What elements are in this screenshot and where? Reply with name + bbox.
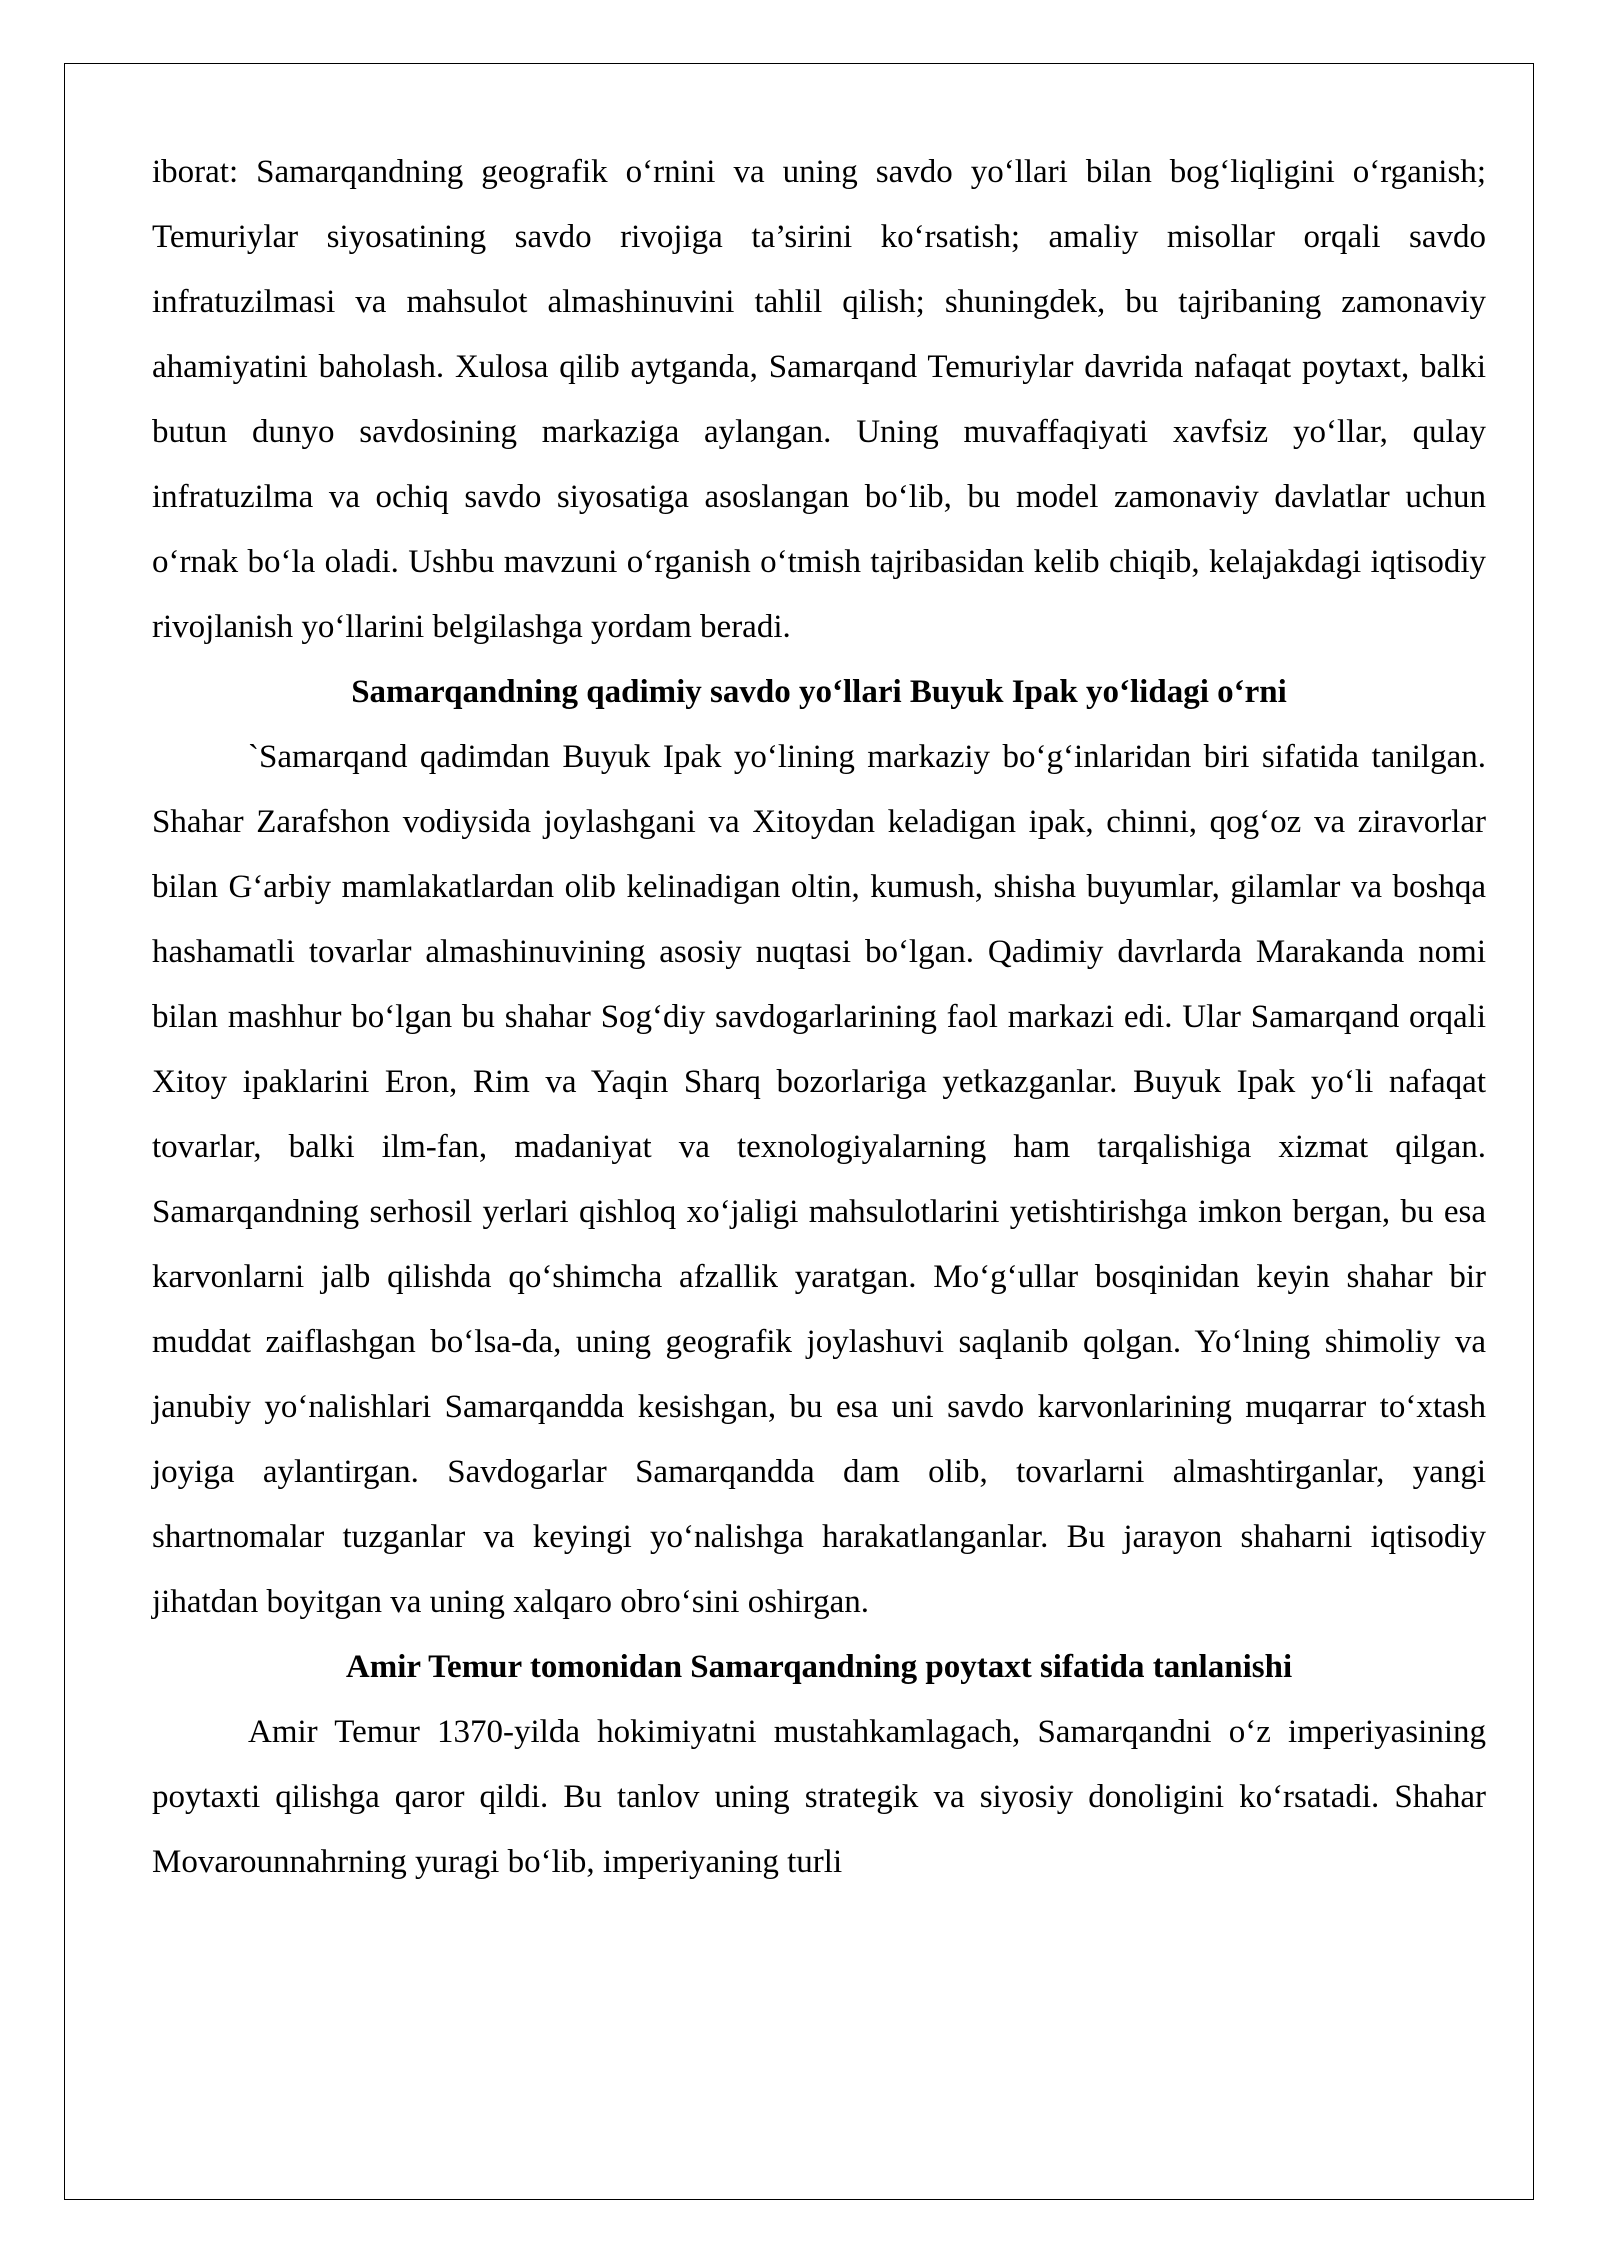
document-body <box>152 140 1486 1895</box>
section-heading-capital: Amir Temur tomonidan Samarqandning poytaxt sifatida tanlanishi <box>345 1649 1293 1685</box>
paragraph-capital: Amir Temur 1370-yilda hokimiyatni mustahkamlagach, Samarqandni o‘z imperiyasining poytaxti qilishga qaror qildi. Bu tanlov uning strategik va siyosiy donoligini ko‘rsatadi. Shahar Movarounnahrning yuragi bo‘lib, imperiyaning turli <box>152 1714 1486 1880</box>
section-heading-silk-road: Samarqandning qadimiy savdo yo‘llari Buyuk Ipak yo‘lidagi o‘rni <box>351 674 1287 710</box>
paragraph-silk-road: `Samarqand qadimdan Buyuk Ipak yo‘lining markaziy bo‘g‘inlaridan biri sifatida tanilgan. Shahar Zarafshon vodiysida joylashgani va Xitoydan keladigan ipak, chinni, qog‘oz va ziravorlar bilan G‘arbiy mamlakatlardan olib kelinadigan oltin, kumush, shisha buyumlar, gilamlar va boshqa hashamatli tovarlar almashinuvining asosiy nuqtasi bo‘lgan. Qadimiy davrlarda Marakanda nomi bilan mashhur bo‘lgan bu shahar Sog‘diy savdogarlarining faol markazi edi. Ular Samarqand orqali Xitoy ipaklarini Eron, Rim va Yaqin Sharq bozorlariga yetkazganlar. Buyuk Ipak yo‘li nafaqat tovarlar, balki ilm-fan, madaniyat va texnologiyalarning ham tarqalishiga xizmat qilgan. Samarqandning serhosil yerlari qishloq xo‘jaligi mahsulotlarini yetishtirishga imkon bergan, bu esa karvonlarni jalb qilishda qo‘shimcha afzallik yaratgan. Mo‘g‘ullar bosqinidan keyin shahar bir muddat zaiflashgan bo‘lsa-da, uning geografik joylashuvi saqlanib qolgan. Yo‘lning shimoliy va janubiy yo‘nalishlari Samarqandda kesishgan, bu esa uni savdo karvonlarining muqarrar to‘xtash joyiga aylantirgan. Savdogarlar Samarqandda dam olib, tovarlarni almashtirganlar, yangi shartnomalar tuzganlar va keyingi yo‘nalishga harakatlanganlar. Bu jarayon shaharni iqtisodiy jihatdan boyitgan va uning xalqaro obro‘sini oshirgan. <box>152 739 1486 1620</box>
intro-paragraph: iborat: Samarqandning geografik o‘rnini va uning savdo yo‘llari bilan bog‘liqligini o‘rganish; Temuriylar siyosatining savdo rivojiga ta’sirini ko‘rsatish; amaliy misollar orqali savdo infratuzilmasi va mahsulot almashinuvini tahlil qilish; shuningdek, bu tajribaning zamonaviy ahamiyatini baholash. Xulosa qilib aytganda, Samarqand Temuriylar davrida nafaqat poytaxt, balki butun dunyo savdosining markaziga aylangan. Uning muvaffaqiyati xavfsiz yo‘llar, qulay infratuzilma va ochiq savdo siyosatiga asoslangan bo‘lib, bu model zamonaviy davlatlar uchun o‘rnak bo‘la oladi. Ushbu mavzuni o‘rganish o‘tmish tajribasidan kelib chiqib, kelajakdagi iqtisodiy rivojlanish yo‘llarini belgilashga yordam beradi. <box>152 154 1486 645</box>
